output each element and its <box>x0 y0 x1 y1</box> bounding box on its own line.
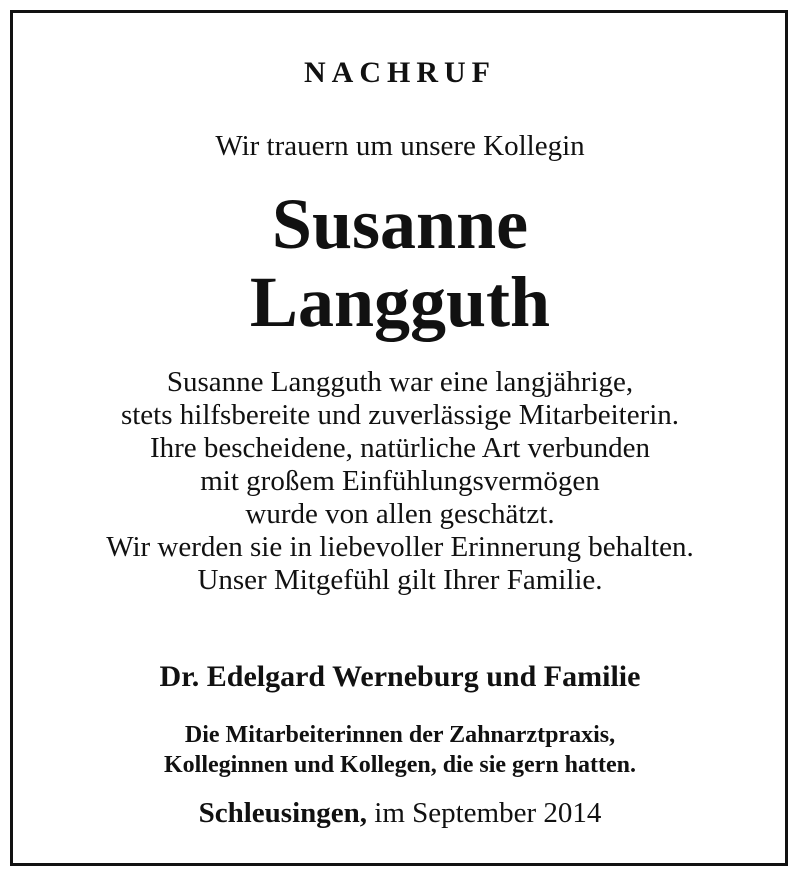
tribute-line: mit großem Einfühlungsvermögen <box>200 465 600 497</box>
tribute-line: stets hilfsbereite und zuverlässige Mitarbeiterin. <box>120 399 680 431</box>
deceased-last-name: Langguth <box>249 262 551 342</box>
date-text: im September 2014 <box>374 797 602 829</box>
tribute-line: Ihre bescheidene, natürliche Art verbunden <box>149 432 651 464</box>
tribute-line: Wir werden sie in liebevoller Erinnerung behalten. <box>106 531 694 563</box>
tribute-text <box>0 366 800 597</box>
staff-line: Kolleginnen und Kollegen, die sie gern hatten. <box>163 752 637 778</box>
obituary-heading: NACHRUF <box>304 56 496 89</box>
tribute-line: Susanne Langguth war eine langjährige, <box>166 366 634 398</box>
staff-line: Die Mitarbeiterinnen der Zahnarztpraxis, <box>184 722 616 748</box>
intro-text: Wir trauern um unsere Kollegin <box>215 130 585 162</box>
place-and-date <box>0 797 800 830</box>
tribute-line: Unser Mitgefühl gilt Ihrer Familie. <box>197 564 603 596</box>
deceased-first-name: Susanne <box>271 184 529 264</box>
signer-name: Dr. Edelgard Werneburg und Familie <box>159 660 641 693</box>
tribute-line: wurde von allen geschätzt. <box>245 498 555 530</box>
place-name: Schleusingen, <box>198 797 368 829</box>
staff-signature <box>0 720 800 780</box>
